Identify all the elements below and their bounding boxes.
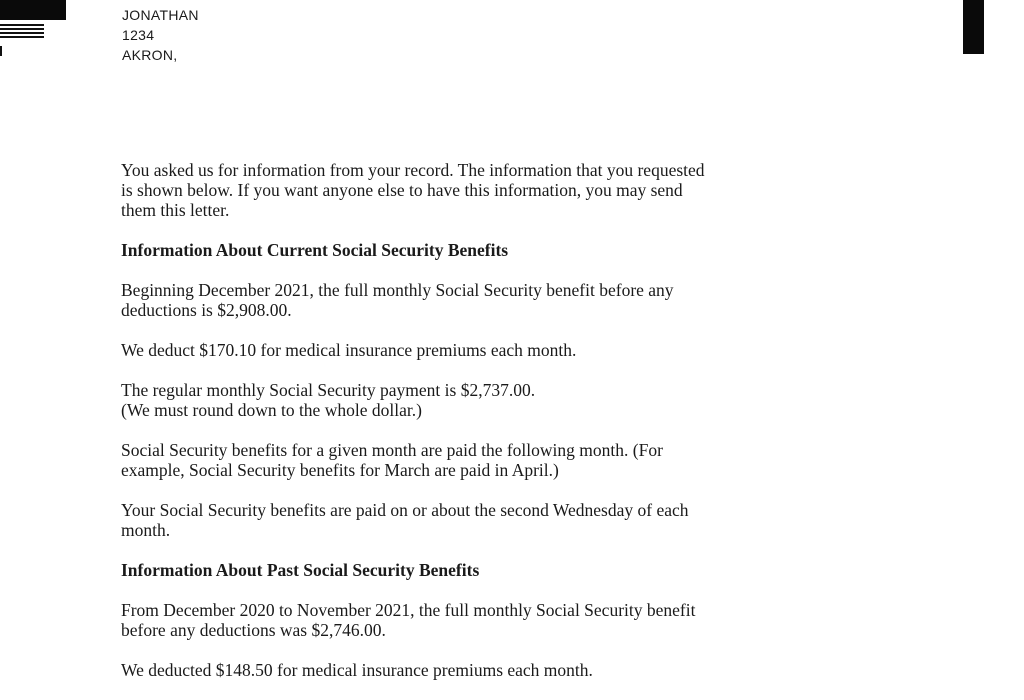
paragraph-line: month. <box>121 520 171 540</box>
paragraph-line: before any deductions was $2,746.00. <box>121 620 386 640</box>
address-city: AKRON, <box>122 47 178 63</box>
redaction-block-top-left <box>0 0 66 20</box>
recipient-address <box>122 5 199 65</box>
redaction-block-top-right <box>963 0 984 54</box>
address-street: 1234 <box>122 27 155 43</box>
paragraph-line: Your Social Security benefits are paid on or about the second Wednesday of each <box>121 500 689 520</box>
current-payment-paragraph <box>121 380 901 420</box>
margin-tick-mark <box>0 46 2 56</box>
intro-paragraph <box>121 160 901 220</box>
past-deduction-paragraph <box>121 660 901 680</box>
paragraph-line: example, Social Security benefits for March are paid in April.) <box>121 460 559 480</box>
paragraph-line: deductions is $2,908.00. <box>121 300 292 320</box>
current-benefit-paragraph <box>121 280 901 320</box>
payment-timing-paragraph <box>121 440 901 480</box>
paragraph-line: We deducted $148.50 for medical insurance premiums each month. <box>121 660 593 680</box>
paragraph-line: Beginning December 2021, the full monthly Social Security benefit before any <box>121 280 674 300</box>
past-benefit-paragraph <box>121 600 901 640</box>
address-name: JONATHAN <box>122 7 199 23</box>
payment-schedule-paragraph <box>121 500 901 540</box>
paragraph-line: Social Security benefits for a given month are paid the following month. (For <box>121 440 663 460</box>
paragraph-line: The regular monthly Social Security payment is $2,737.00. <box>121 380 536 400</box>
current-benefits-heading: Information About Current Social Security Benefits <box>121 240 509 260</box>
intro-line: them this letter. <box>121 200 230 220</box>
intro-line: is shown below. If you want anyone else to have this information, you may send <box>121 180 683 200</box>
current-deduction-paragraph <box>121 340 901 360</box>
letter-body <box>121 160 901 700</box>
paragraph-line: From December 2020 to November 2021, the full monthly Social Security benefit <box>121 600 696 620</box>
past-benefits-heading: Information About Past Social Security Benefits <box>121 560 480 580</box>
intro-line: You asked us for information from your record. The information that you requested <box>121 160 705 180</box>
paragraph-line: We deduct $170.10 for medical insurance premiums each month. <box>121 340 577 360</box>
barcode-mark <box>0 24 44 42</box>
paragraph-line: (We must round down to the whole dollar.) <box>121 400 422 420</box>
